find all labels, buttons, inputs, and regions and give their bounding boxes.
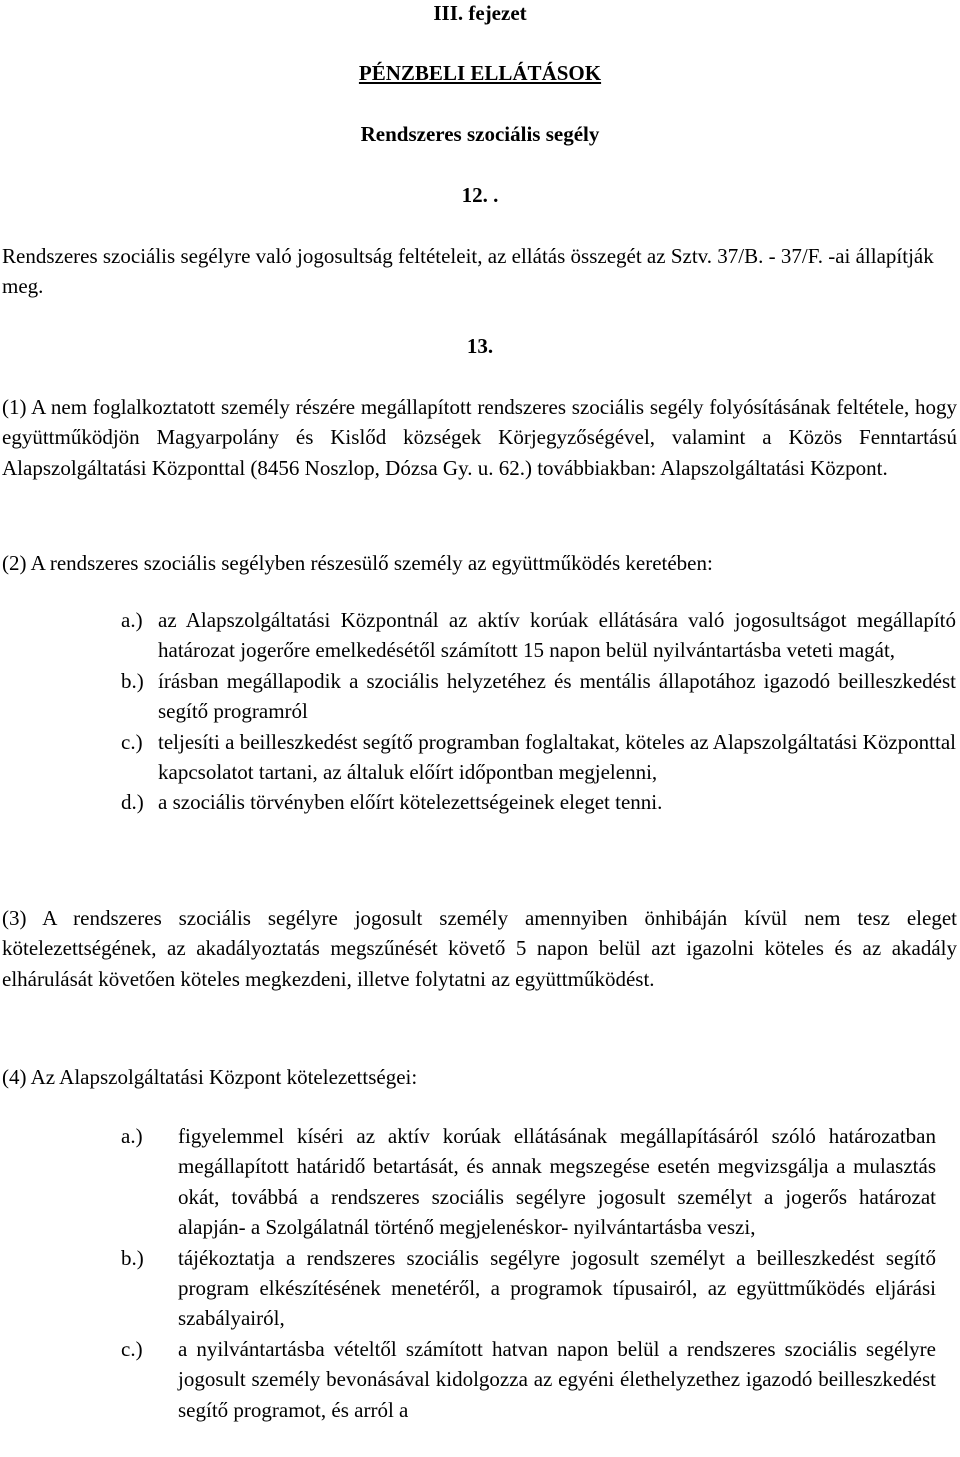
paragraph-2: (2) A rendszeres szociális segélyben részesülő személy az együttműködés keretében:: [2, 551, 713, 575]
list-item: [121, 605, 956, 666]
list-item: [121, 787, 956, 817]
section-13-heading: 13.: [466, 334, 494, 358]
chapter-title: PÉNZBELI ELLÁTÁSOK: [358, 61, 602, 85]
list-item: [121, 727, 956, 788]
list-item-label: c.): [121, 729, 143, 754]
paragraph-1: (1) A nem foglalkoztatott személy részére megállapított rendszeres szociális segély folyósításának feltétele, hogy együttműködjön Magyarpolány és Kislőd községek Körjegyzőségével, valamint a Közös Fenntartású Alapszolgáltatási Központtal (8456 Noszlop, Dózsa Gy. u. 62.) továbbiakban: Alapszolgáltatási Központ.: [2, 395, 957, 480]
paragraph-3: (3) A rendszeres szociális segélyre jogosult személy amennyiben önhibáján kívül nem tesz eleget kötelezettségének, az akadályoztatás megszűnését követő 5 napon belül azt igazolni köteles és az akadály elhárulását követően köteles megkezdeni, illetve folytatni az együttműködést.: [2, 906, 957, 991]
list-item: [121, 1121, 936, 1243]
list-item-label: b.): [121, 668, 144, 693]
list-item-text: figyelemmel kíséri az aktív korúak ellátásának megállapításáról szóló határozatban megállapított határidő betartását, és annak megszegése esetén megvizsgálja a mulasztás okát, továbbá a rendszeres szociális segélyre jogosult személyt a jogerős határozat alapján- a Szolgálatnál történő megjelenéskor- nyilvántartásba veszi,: [178, 1124, 936, 1240]
list-item-text: a szociális törvényben előírt kötelezettségeinek eleget tenni.: [158, 790, 663, 815]
list-item-text: teljesíti a beilleszkedést segítő programban foglaltakat, köteles az Alapszolgáltatási Központtal kapcsolatot tartani, az általuk előírt időpontban megjelenni,: [158, 729, 956, 785]
list-item-label: d.): [121, 790, 144, 815]
paragraph-4: (4) Az Alapszolgáltatási Központ kötelezettségei:: [2, 1065, 418, 1089]
list-item-text: a nyilvántartásba vételtől számított hatvan napon belül a rendszeres szociális segélyre jogosult személy bevonásával kidolgozza az egyéni élethelyzethez igazodó beilleszkedést segítő programot, és arról a: [178, 1336, 936, 1422]
list-item-label: c.): [121, 1336, 143, 1361]
section-subtitle: Rendszeres szociális segély: [360, 122, 600, 146]
section-12-heading: 12. .: [461, 183, 499, 207]
list-item-text: tájékoztatja a rendszeres szociális segélyre jogosult személyt a beilleszkedést segítő program elkészítésének menetéről, a programok típusairól, az együttműködés eljárási szabályairól,: [178, 1245, 936, 1331]
list-item: [121, 1334, 936, 1425]
list-item-label: a.): [121, 608, 143, 632]
chapter-heading: III. fejezet: [433, 1, 527, 25]
obligations-list: [121, 605, 956, 818]
list-item-label: a.): [121, 1124, 143, 1148]
section-12-text: Rendszeres szociális segélyre való jogosultság feltételeit, az ellátás összegét az Sztv. 37/B. - 37/F. -ai állapítják meg.: [2, 244, 934, 299]
center-duties-list: [121, 1121, 936, 1425]
list-item: [121, 666, 956, 727]
list-item-text: írásban megállapodik a szociális helyzetéhez és mentális állapotához igazodó beilleszkedést segítő programról: [158, 668, 956, 724]
list-item: [121, 1243, 936, 1334]
list-item-label: b.): [121, 1245, 144, 1270]
list-item-text: az Alapszolgáltatási Központnál az aktív korúak ellátására való jogosultságot megállapító határozat jogerőre emelkedésétől számított 15 napon belül nyilvántartásba veteti magát,: [158, 608, 956, 663]
